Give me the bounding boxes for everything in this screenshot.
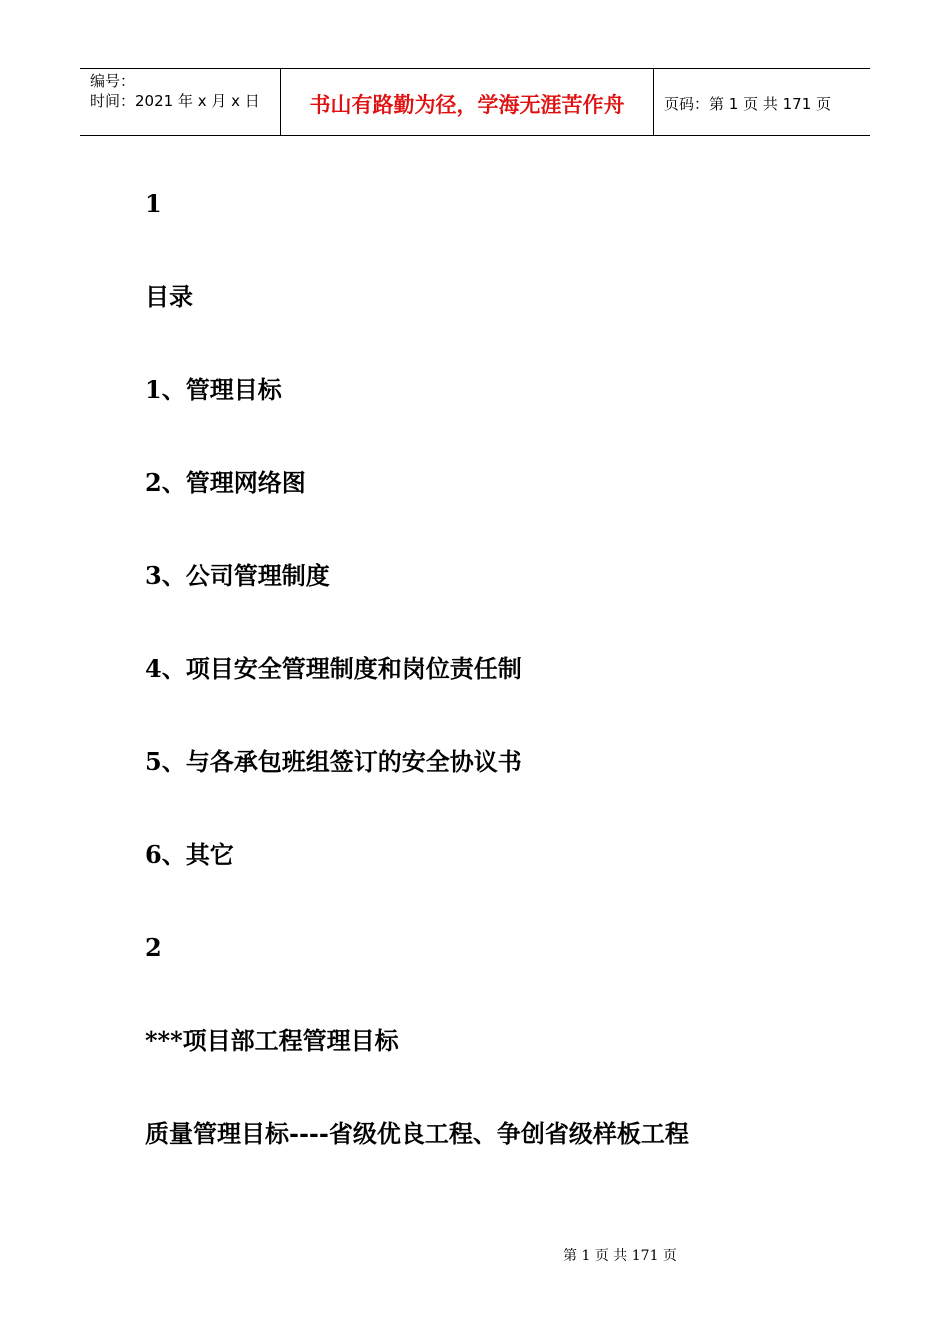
section-number: 2 (145, 933, 162, 962)
toc-item: 4、项目安全管理制度和岗位责任制 (145, 654, 522, 683)
header-meta (80, 69, 281, 135)
footer-page-number: 第 1 页 共 171 页 (563, 1248, 677, 1264)
page-footer (0, 1245, 950, 1265)
section-heading: ***项目部工程管理目标 (145, 1026, 399, 1055)
page-header (80, 68, 870, 136)
toc-title: 目录 (145, 282, 193, 311)
document-body (145, 184, 845, 1207)
header-motto: 书山有路勤为径，学海无涯苦作舟 (281, 69, 654, 135)
toc-item: 1、管理目标 (145, 375, 282, 404)
toc-item: 3、公司管理制度 (145, 561, 330, 590)
time-label: 时间：2021 年 x 月 x 日 (90, 92, 260, 110)
header-page-info: 页码：第 1 页 共 171 页 (664, 94, 832, 113)
toc-item: 2、管理网络图 (145, 468, 306, 497)
body-paragraph: 质量管理目标----省级优良工程、争创省级样板工程 (145, 1119, 689, 1148)
serial-label: 编号： (90, 72, 136, 90)
toc-item: 6、其它 (145, 840, 234, 869)
toc-item: 5、与各承包班组签订的安全协议书 (145, 747, 522, 776)
section-number: 1 (145, 189, 162, 218)
